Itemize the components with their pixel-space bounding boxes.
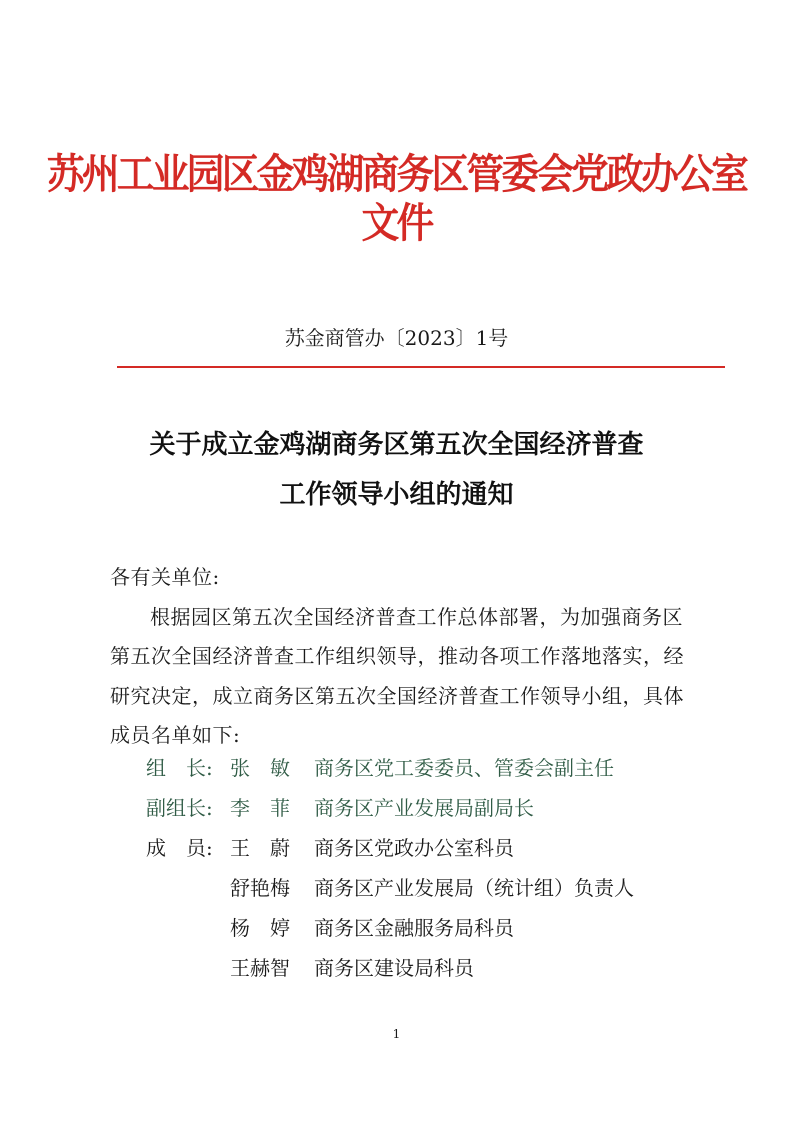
member-name: 舒艳梅 bbox=[230, 876, 290, 900]
member-title: 商务区金融服务局科员 bbox=[314, 916, 514, 940]
document-title bbox=[0, 420, 793, 520]
member-name: 李 菲 bbox=[230, 796, 290, 820]
document-title-line-1: 关于成立金鸡湖商务区第五次全国经济普查 bbox=[149, 430, 644, 460]
member-role: 成 员: bbox=[146, 836, 213, 860]
member-row-leader bbox=[146, 748, 634, 788]
red-header-title: 苏州工业园区金鸡湖商务区管委会党政办公室文件 bbox=[46, 150, 747, 248]
member-row bbox=[146, 868, 634, 908]
member-title: 商务区党政办公室科员 bbox=[314, 836, 514, 860]
salutation: 各有关单位: bbox=[110, 565, 220, 589]
page-number: 1 bbox=[392, 1027, 401, 1041]
member-row-deputy bbox=[146, 788, 634, 828]
member-name: 王赫智 bbox=[230, 956, 290, 980]
member-row bbox=[146, 948, 634, 988]
member-role: 副组长: bbox=[146, 796, 213, 820]
member-name: 杨 婷 bbox=[230, 916, 290, 940]
document-number: 苏金商管办〔2023〕1号 bbox=[284, 326, 509, 350]
member-role: 组 长: bbox=[146, 756, 213, 780]
member-name: 张 敏 bbox=[230, 756, 290, 780]
member-row bbox=[146, 908, 634, 948]
member-title: 商务区党工委委员、管委会副主任 bbox=[314, 756, 614, 780]
member-row bbox=[146, 828, 634, 868]
document-title-line-2: 工作领导小组的通知 bbox=[279, 480, 514, 510]
member-title: 商务区产业发展局副局长 bbox=[314, 796, 534, 820]
member-name: 王 蔚 bbox=[230, 836, 290, 860]
member-title: 商务区建设局科员 bbox=[314, 956, 474, 980]
red-divider-line bbox=[117, 366, 725, 368]
document-body bbox=[110, 558, 690, 756]
body-paragraph: 根据园区第五次全国经济普查工作总体部署，为加强商务区第五次全国经济普查工作组织领导，推动各项工作落地落实，经研究决定，成立商务区第五次全国经济普查工作领导小组，具体成员名单如下: bbox=[110, 604, 684, 747]
member-list bbox=[146, 748, 634, 988]
member-title: 商务区产业发展局（统计组）负责人 bbox=[314, 876, 634, 900]
